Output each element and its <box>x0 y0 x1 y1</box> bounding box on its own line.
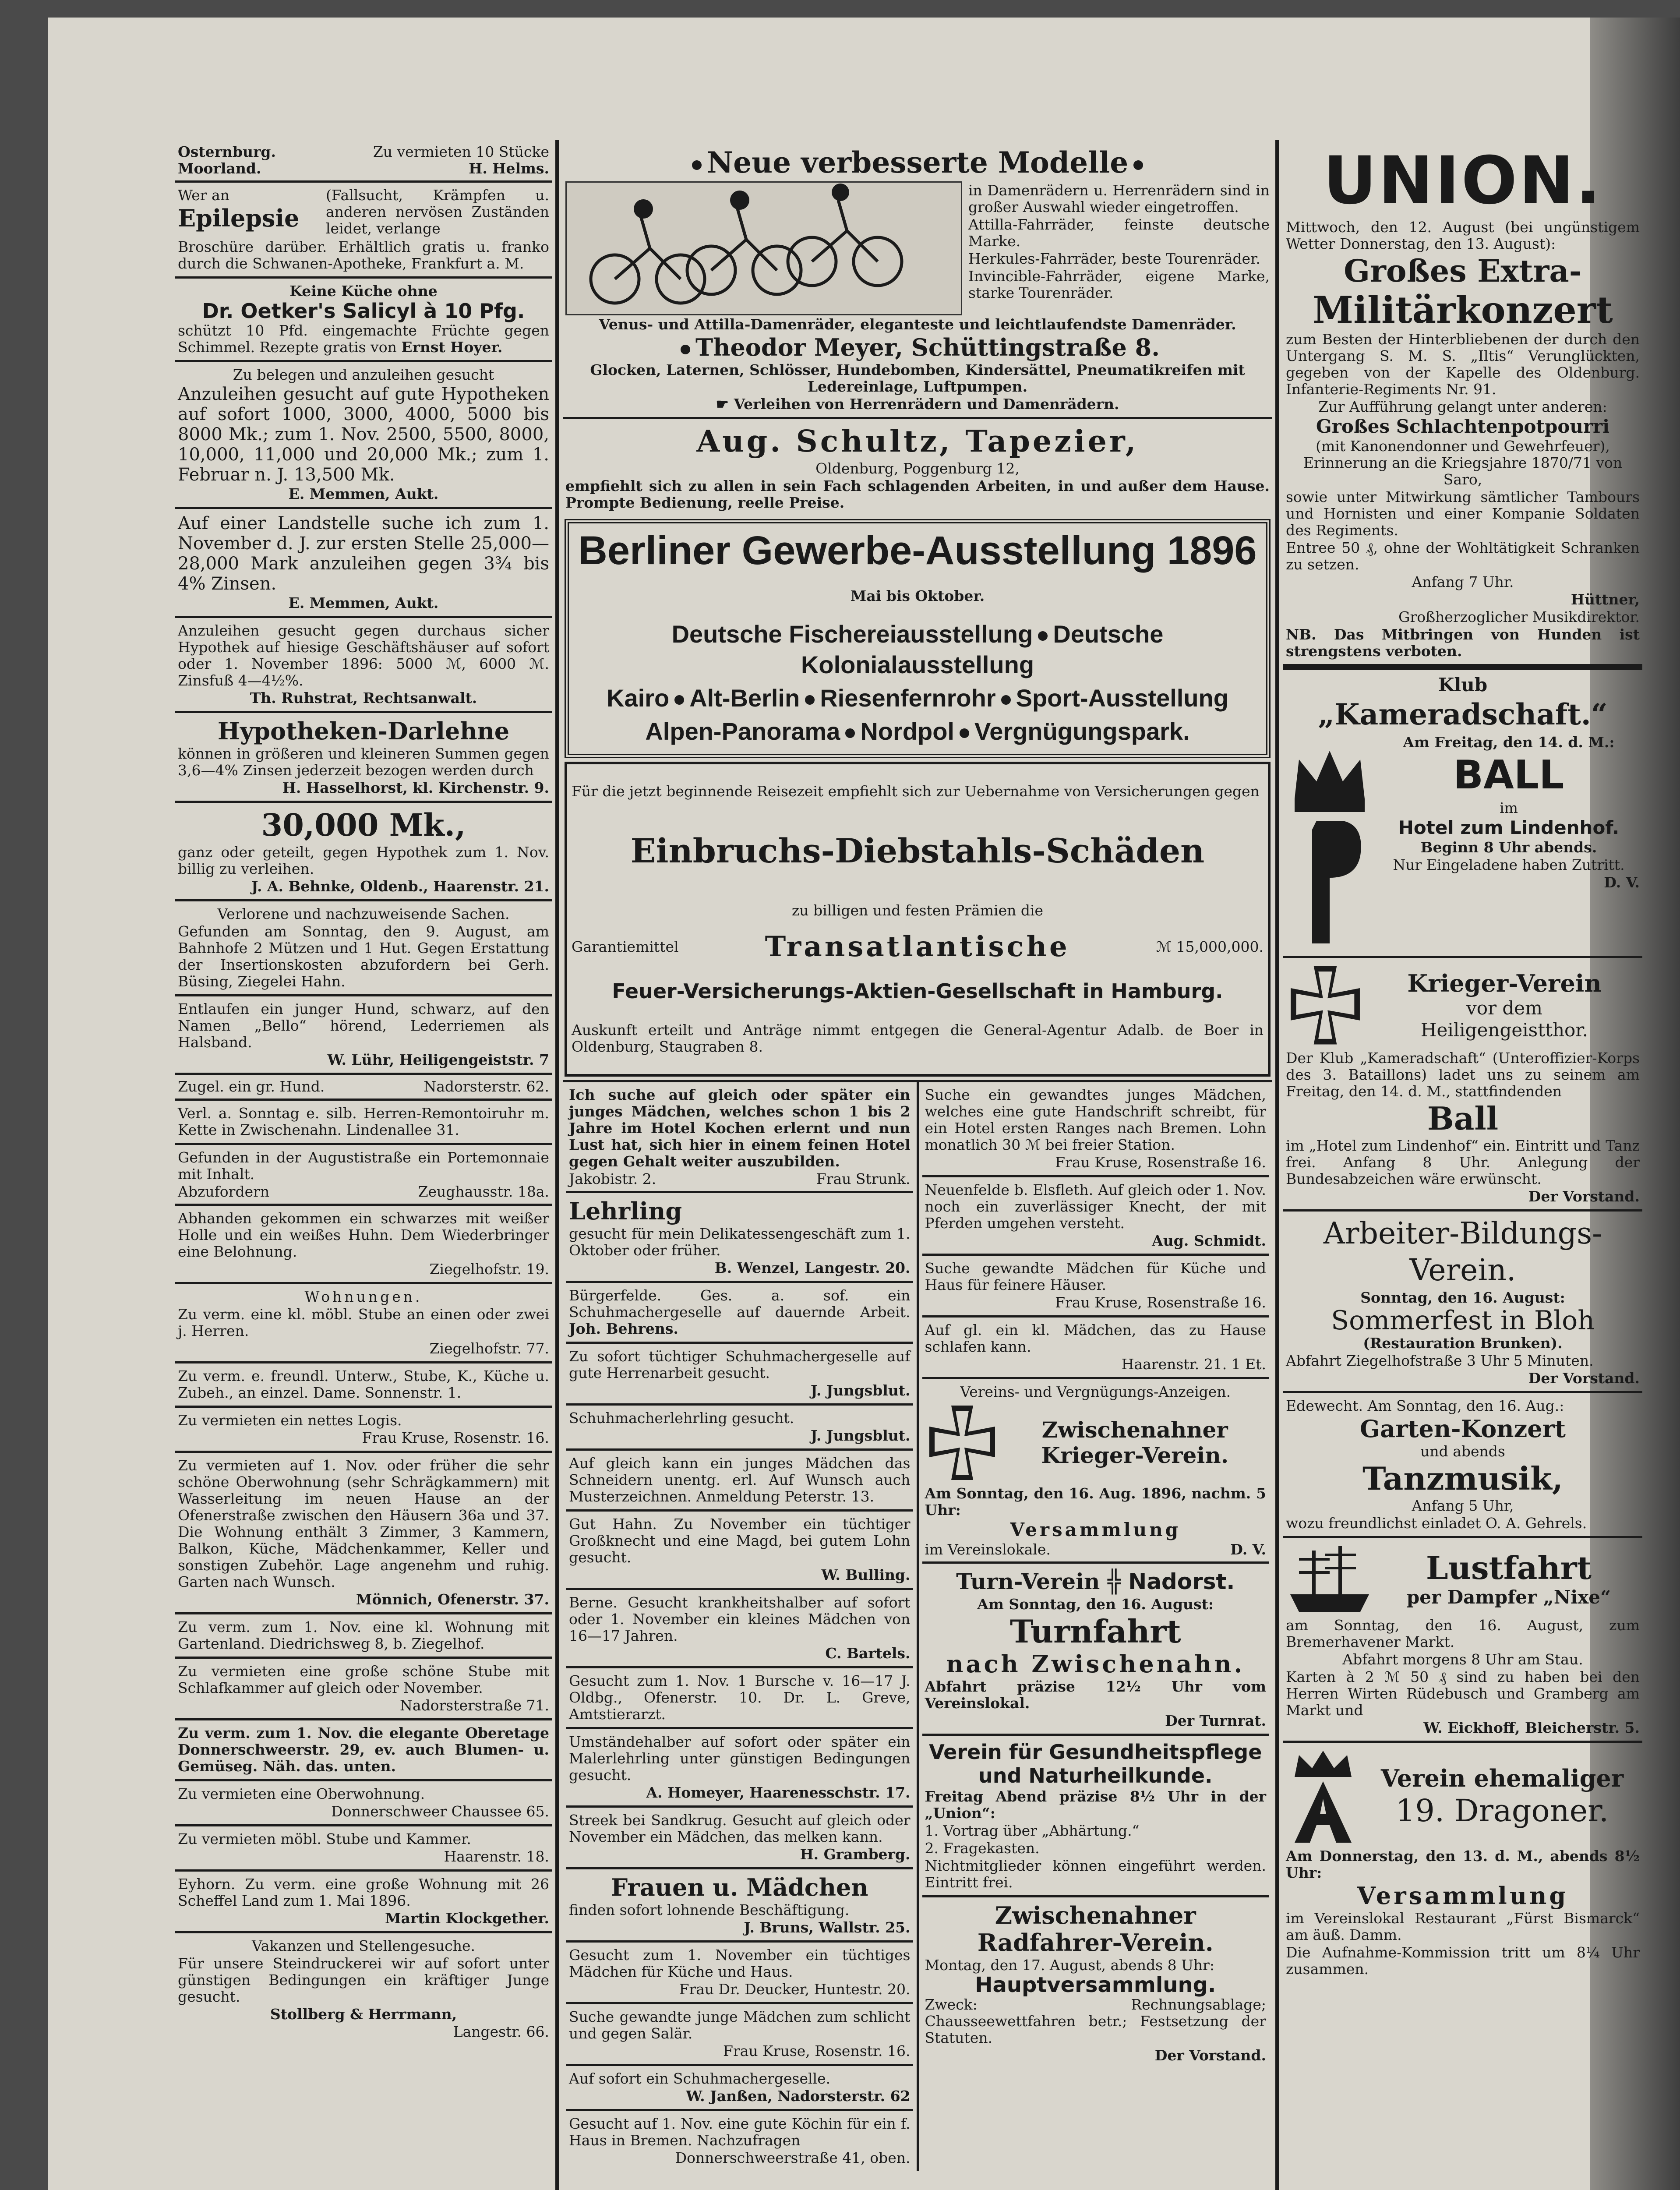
ad-heading: Sommerfest in Bloh <box>1331 1305 1595 1336</box>
ad-text: Bürgerfelde. Ges. a. sof. ein Schuhmachergeselle auf dauernde Arbeit. <box>569 1287 911 1321</box>
ad-text: Jakobistr. 2. <box>569 1170 656 1187</box>
ad-text: Für die jetzt beginnende Reisezeit empfiehlt sich zur Uebernahme von Versicherungen gegen <box>572 783 1260 800</box>
bullet-icon <box>692 160 702 170</box>
ad-logis <box>175 1408 552 1453</box>
ad-text: Zu vermieten auf 1. Nov. oder früher die sehr schöne Oberwohnung (sehr Schrägkammern) mit Wasserleitung im neuen Hause an der Ofenerstraße zwischen den Häusern 36a und 37. Die Wohnung enthält 3 Zimmer, 3 Kammern, Balkon, Küche, Mädchenkammer, Keller und sonstigen Zubehör. Lage angenehm und ruhig. Garten nach Wunsch. <box>178 1457 549 1590</box>
ad-text: Zur Aufführung gelangt unter anderen: <box>1318 398 1607 415</box>
ad-unterwohnung <box>175 1363 552 1408</box>
ad-signature: E. Memmen, Aukt. <box>288 485 439 502</box>
subcolumn-left <box>563 1082 919 2171</box>
ad-text: Auf sofort ein Schuhmachergeselle. <box>569 2070 831 2087</box>
ad-hotel-bremen <box>922 1082 1269 1177</box>
ad-text: Suche gewandte junge Mädchen zum schlicht und gegen Salär. <box>569 2008 911 2042</box>
ad-text: Abfahrt präzise 12½ Uhr vom Vereinslokal. <box>925 1678 1266 1712</box>
ad-text: Alpen-Panorama <box>645 717 840 745</box>
ad-text: können in größeren und kleineren Summen gegen 3,6—4% Zinsen jederzeit bezogen werden durch <box>178 745 549 779</box>
ad-text: Zu verm. eine kl. möbl. Stube an einen oder zwei j. Herren. <box>178 1306 549 1339</box>
subcolumn-right <box>919 1082 1273 2171</box>
ad-malerlehrling <box>566 1729 913 1808</box>
ad-zugelaufen <box>175 1075 552 1101</box>
ad-text: Deutsche Kolonialausstellung <box>801 620 1164 678</box>
ad-text: finden sofort lohnende Beschäftigung. <box>569 1901 850 1918</box>
ad-text: Am Donnerstag, den 13. d. M., abends 8½ Uhr: <box>1286 1847 1640 1881</box>
ad-text: Venus- und Attilla-Damenräder, eleganteste und leichtlaufendste Damenräder. <box>599 316 1236 333</box>
ad-uhr <box>175 1101 552 1145</box>
ad-heading: Feuer-Versicherungs-Aktien-Gesellschaft in Hamburg. <box>612 979 1223 1003</box>
ad-hund <box>175 996 552 1075</box>
ad-heading: 19. Dragoner. <box>1395 1793 1609 1829</box>
ad-text: Mai bis Oktober. <box>850 587 985 604</box>
ad-text: Auskunft erteilt und Anträge nimmt entgegen die General-Agentur Adalb. de Boer in Oldenburg, Staugraben 8. <box>572 1021 1264 1055</box>
ad-text: Zu vermieten ein nettes Logis. <box>178 1412 402 1429</box>
ad-text: Gesucht zum 1. November ein tüchtiges Mädchen für Küche und Haus. <box>569 1946 911 1980</box>
ad-text: Abzufordern <box>178 1183 270 1200</box>
ad-text: Frau Kruse, Rosenstr. 16. <box>362 1429 549 1446</box>
ad-signature: J. Bruns, Wallstr. 25. <box>744 1919 911 1936</box>
ad-text: in Damenrädern u. Herrenrädern sind in großer Auswahl wieder eingetroffen. <box>968 182 1270 215</box>
ad-huhn <box>175 1206 552 1284</box>
ad-text: Am Sonntag, den 16. August: <box>977 1596 1214 1613</box>
ad-heading: Theodor Meyer, Schüttingstraße 8. <box>695 333 1160 361</box>
ad-signature: J. A. Behnke, Oldenb., Haarenstr. 21. <box>251 878 549 895</box>
ad-heading: Dr. Oetker's Salicyl à 10 Pfg. <box>202 299 525 323</box>
ad-heading: Krieger-Verein <box>1407 969 1602 997</box>
iron-cross-icon <box>1286 961 1365 1049</box>
ad-text: Zu verm. e. freundl. Unterw., Stube, K., Küche u. Zubeh., an einzel. Dame. Sonnenstr. 1. <box>178 1367 549 1401</box>
iron-cross-icon <box>925 1401 999 1484</box>
bullet-icon <box>960 728 969 738</box>
ad-signature: W. Bulling. <box>821 1566 911 1583</box>
section-wohnungen <box>175 1284 552 1363</box>
ad-signature: Der Vorstand. <box>1528 1370 1640 1387</box>
pointing-hand-icon: ☛ <box>716 396 729 413</box>
ad-text: 2. Fragekasten. <box>925 1840 1040 1857</box>
ad-text: Suche ein gewandtes junges Mädchen, welches eine gute Handschrift schreibt, für ein Hotel ersten Ranges nach Bremen. Lohn monatlich 30 ℳ bei freier Station. <box>925 1086 1266 1153</box>
ad-signature: Martin Klockgether. <box>385 1910 549 1927</box>
ad-naturheilkunde <box>922 1736 1269 1897</box>
ad-text: Ich suche auf gleich oder später ein junges Mädchen, welches schon 1 bis 2 Jahre im Hotel Kochen erlernt und nun Lust hat, sich hier in einem feinen Hotel gegen Gehalt weiter auszubilden. <box>569 1086 911 1170</box>
middle-subcolumns <box>563 1080 1272 2171</box>
ad-signature: H. Gramberg. <box>800 1846 911 1863</box>
column-rule <box>555 140 559 2190</box>
crown-monogram-a-icon <box>1286 1746 1360 1847</box>
ad-heading: Transatlantische <box>765 930 1070 963</box>
ad-text: Zugel. ein gr. Hund. <box>178 1078 325 1095</box>
ad-gut-hahn <box>566 1512 913 1590</box>
ad-text: Schuhmacherlehrling gesucht. <box>569 1409 794 1427</box>
ad-text: Alt-Berlin <box>689 684 800 712</box>
ad-text: Auf gl. ein kl. Mädchen, das zu Hause schlafen kann. <box>925 1321 1266 1355</box>
ad-frauen-maedchen <box>566 1869 913 1943</box>
ad-darlehne <box>175 713 552 803</box>
section-vakanzen <box>175 1933 552 2045</box>
ad-text: Am Freitag, den 14. d. M.: <box>1403 734 1615 751</box>
bullet-icon <box>1038 631 1048 641</box>
ad-portemonnaie <box>175 1145 552 1206</box>
ad-text: Deutsche Fischereiausstellung <box>671 620 1033 648</box>
turner-cross-icon: ╬ <box>1107 1568 1121 1594</box>
ad-berne <box>566 1590 913 1668</box>
ad-text: ℳ 15,000,000. <box>1156 938 1264 955</box>
ad-text: Zu verm. zum 1. Nov. die elegante Oberetage Donnerschweerstr. 29, ev. auch Blumen- u. Gemüseg. Näh. das. unten. <box>178 1724 549 1775</box>
ad-deucker <box>566 1943 913 2004</box>
ad-text: und abends <box>1420 1443 1505 1460</box>
ad-text: (mit Kanonendonner und Gewehrfeuer), Erinnerung an die Kriegsjahre 1870/71 von Saro, <box>1303 438 1623 488</box>
ad-signature: W. Lühr, Heiligengeiststr. 7 <box>327 1051 549 1068</box>
ad-heading: Turn-Verein <box>956 1568 1100 1594</box>
ad-heading: nach Zwischenahn. <box>946 1650 1245 1678</box>
ad-text: Berne. Gesucht krankheitshalber auf sofort oder 1. November ein kleines Mädchen von 16—17 Jahren. <box>569 1594 911 1644</box>
ad-text: Donnerschweerstraße 41, oben. <box>675 2149 911 2166</box>
ad-text: Verl. a. Sonntag e. silb. Herren-Remontoiruhr m. Kette in Zwischenahn. Lindenallee 31. <box>178 1105 549 1138</box>
bullet-icon <box>1001 695 1011 705</box>
ad-text: Am Sonntag, den 16. Aug. 1896, nachm. 5 Uhr: <box>925 1485 1266 1519</box>
ad-heading: 30,000 Mk., <box>261 807 466 843</box>
ad-oberwohnung-chaussee <box>175 1781 552 1826</box>
ad-berliner-gewerbe <box>565 519 1271 758</box>
ad-text: Oldenburg, Poggenburg 12, <box>815 460 1020 477</box>
ad-arbeiter-bildungsverein <box>1283 1212 1642 1393</box>
ad-text: Auf einer Landstelle suche ich zum 1. November d. J. zur ersten Stelle 25,000—28,000 Mark anzuleihen gegen 3¾ bis 4% Zinsen. <box>178 513 549 594</box>
bullet-icon <box>805 695 815 705</box>
ad-text: Riesenfernrohr <box>820 684 996 712</box>
ad-heading: Klub <box>1438 674 1488 696</box>
ad-schuhmacher-jungsblut <box>566 1344 913 1406</box>
ad-text: Karten à 2 ℳ 50 ₰ sind zu haben bei den Herren Wirten Rüdebusch und Gramberg am Markt und <box>1286 1668 1640 1719</box>
ad-text: Osternburg. <box>178 143 276 160</box>
ad-ruhstrat <box>175 618 552 713</box>
ad-text: Ernst Hoyer. <box>401 339 503 356</box>
ad-text: Zweck: Rechnungsablage; Chausseewettfahren betr.; Festsetzung der Statuten. <box>925 1996 1266 2046</box>
ad-transatlantische <box>565 762 1271 1077</box>
ad-text: Anzuleihen gesucht auf gute Hypotheken auf sofort 1000, 3000, 4000, 5000 bis 8000 Mk.; zum 1. Nov. 2500, 5500, 8000, 10,000, 11,000 und 20,000 Mk.; zum 1. Februar n. J. 13,500 Mk. <box>178 384 549 485</box>
bullet-icon <box>681 345 690 354</box>
ad-signature: Der Vorstand. <box>1154 2047 1266 2064</box>
ad-text: Langestr. 66. <box>453 2023 549 2040</box>
ad-oetker <box>175 279 552 362</box>
ad-text: sowie unter Mitwirkung sämtlicher Tambours und Hornisten und einer Kompanie Soldaten des Regiments. <box>1286 488 1640 539</box>
ad-turnverein-nadorst <box>922 1564 1269 1736</box>
ad-heading: Versammlung <box>1357 1882 1569 1910</box>
section-verlorene <box>175 901 552 996</box>
ad-text: Sport-Ausstellung <box>1016 684 1228 712</box>
ad-landstelle <box>175 509 552 618</box>
ad-heading: Einbruchs-Diebstahls-Schäden <box>630 831 1205 870</box>
ad-text: Montag, den 17. August, abends 8 Uhr: <box>925 1957 1215 1974</box>
ad-text: Zu sofort tüchtiger Schuhmachergeselle auf gute Herrenarbeit gesucht. <box>569 1348 911 1381</box>
ad-text: zu billigen und festen Prämien die <box>791 902 1044 919</box>
ad-text: Frau Strunk. <box>816 1170 911 1187</box>
ad-text: zum Besten der Hinterbliebenen der durch den Untergang S. M. S. „Iltis“ Verunglückten, gegeben von der Kapelle des Oldenburg. Infanterie-Regiments Nr. 91. <box>1286 331 1640 398</box>
section-heading: Vereins- und Vergnügungs-Anzeigen. <box>960 1383 1231 1400</box>
bullet-icon <box>845 728 855 738</box>
ad-text: Haarenstr. 18. <box>444 1848 549 1865</box>
ad-text: Eyhorn. Zu verm. eine große Wohnung mit 26 Scheffel Land zum 1. Mai 1896. <box>178 1876 549 1909</box>
ad-koechin <box>566 2111 913 2171</box>
ad-text: Gefunden am Sonntag, den 9. August, am Bahnhofe 2 Mützen und 1 Hut. Gegen Erstattung der Insertionskosten abzufordern bei Gerh. Büsing, Ziegelei Hahn. <box>178 923 549 990</box>
ad-janssen <box>566 2066 913 2111</box>
ad-heading: Großes Schlachtenpotpourri <box>1316 416 1610 437</box>
ad-text: Zu vermieten 10 Stücke <box>373 143 549 160</box>
ad-text: Nordpol <box>860 717 954 745</box>
ad-text: Attilla-Fahrräder, feinste deutsche Marke. <box>968 216 1270 250</box>
ad-text: Der Klub „Kameradschaft“ (Unteroffizier-Korps des 3. Bataillons) ladet uns zu seinem am Freitag, den 14. d. M., stattfindenden <box>1286 1049 1640 1100</box>
ad-heading: Neue verbesserte Modelle <box>706 145 1129 180</box>
ad-schneidern <box>566 1451 913 1512</box>
ad-text: Sonntag, den 16. August: <box>1360 1289 1565 1306</box>
ad-lehrling <box>566 1193 913 1283</box>
ad-text: im <box>1500 799 1518 816</box>
ad-heading: Berliner Gewerbe-Ausstellung 1896 <box>578 528 1257 573</box>
ad-text: Verleihen von Herrenrädern und Damenrädern. <box>734 396 1119 413</box>
ad-text: 1. Vortrag über „Abhärtung.“ <box>925 1822 1140 1839</box>
ad-text: Für unsere Steindruckerei wir auf sofort unter günstigen Bedingungen ein kräftiger Junge gesucht. <box>178 1955 549 2005</box>
ad-signature: B. Wenzel, Langestr. 20. <box>714 1259 911 1276</box>
ad-text: Nichtmitglieder können eingeführt werden. Eintritt frei. <box>925 1857 1266 1891</box>
ad-text: Gut Hahn. Zu November ein tüchtiger Großknecht und eine Magd, bei gutem Lohn gesucht. <box>569 1515 911 1566</box>
ad-signature: W. Janßen, Nadorsterstr. 62 <box>686 2088 911 2105</box>
ad-neuenfelde <box>922 1177 1269 1256</box>
steamship-icon <box>1286 1542 1373 1616</box>
ad-text: Zu vermieten eine Oberwohnung. <box>178 1785 425 1802</box>
ad-schuhmacherlehrling <box>566 1406 913 1451</box>
ad-text: Keine Küche ohne <box>289 283 438 300</box>
section-heading: Verlorene und nachzuweisende Sachen. <box>217 905 510 922</box>
ad-text: Edewecht. Am Sonntag, den 16. Aug.: <box>1286 1397 1564 1414</box>
ad-text: Frau Dr. Deucker, Huntestr. 20. <box>679 1981 911 1998</box>
ad-oberetage <box>175 1720 552 1781</box>
ad-heading: Lustfahrt <box>1426 1549 1592 1586</box>
ad-signature: J. Jungsblut. <box>810 1382 911 1399</box>
ad-lustfahrt <box>1283 1538 1642 1743</box>
ad-text: Frau Kruse, Rosenstraße 16. <box>1055 1294 1266 1311</box>
ad-text: Zu vermieten eine große schöne Stube mit Schlafkammer auf gleich oder November. <box>178 1663 549 1696</box>
ad-text: Zeughausstr. 18a. <box>418 1183 549 1200</box>
ad-gartenland <box>175 1614 552 1659</box>
ad-text: Zu vermieten möbl. Stube und Kammer. <box>178 1830 471 1847</box>
ad-kruse-salaer <box>566 2004 913 2066</box>
ad-heading: Verein für Gesundheitspflege und Naturheilkunde. <box>929 1740 1262 1787</box>
ad-text: wozu freundlichst einladet O. A. Gehrels. <box>1286 1515 1587 1532</box>
ad-signature: Mönnich, Ofenerstr. 37. <box>356 1591 549 1608</box>
ad-text: Freitag Abend präzise 8½ Uhr in der „Union“: <box>925 1788 1266 1822</box>
ad-heading: Versammlung <box>1010 1519 1181 1540</box>
ad-heading: Zwischenahner Krieger-Verein. <box>1041 1417 1229 1468</box>
ad-text: NB. Das Mitbringen von Hunden ist strengstens verboten. <box>1286 626 1640 660</box>
ad-text: Gesucht auf 1. Nov. eine gute Köchin für ein f. Haus in Bremen. Nachzufragen <box>569 2115 911 2149</box>
ad-text: im „Hotel zum Lindenhof“ ein. Eintritt und Tanz frei. Anfang 8 Uhr. Anlegung der Bundesabzeichen wäre erwünscht. <box>1286 1137 1640 1187</box>
ad-heading: per Dampfer „Nixe“ <box>1406 1586 1611 1608</box>
ad-signature: E. Memmen, Aukt. <box>288 594 439 611</box>
ad-heading: Hypotheken-Darlehne <box>217 717 510 745</box>
ad-heading: UNION. <box>1323 143 1602 219</box>
ad-union <box>1283 140 1642 670</box>
ad-text: Anzuleihen gesucht gegen durchaus sicher Hypothek auf hiesige Geschäftshäuser auf sofort oder 1. November 1896: 5000 ℳ, 6000 ℳ. Zinsfuß 4—4½%. <box>178 622 549 689</box>
ad-dragoner <box>1283 1743 1642 1982</box>
ad-heading: Zwischenahner Radfahrer-Verein. <box>977 1901 1214 1957</box>
ad-text: Vergnügungspark. <box>974 717 1190 745</box>
ad-heading: Verein. <box>1409 1253 1516 1288</box>
ad-text: Frau Kruse, Rosenstraße 16. <box>1055 1154 1266 1171</box>
column-left <box>175 140 552 2045</box>
ad-text: Ziegelhofstr. 77. <box>429 1340 549 1357</box>
ad-kameradschaft <box>1283 670 1642 958</box>
ad-signature: Der Turnrat. <box>1165 1712 1266 1729</box>
ad-text: Umständehalber auf sofort oder später ein Malerlehrling unter günstigen Bedingungen gesucht. <box>569 1733 911 1784</box>
ad-heading: Epilepsie <box>178 204 300 232</box>
ad-text: Kairo <box>607 684 670 712</box>
ad-edewecht <box>1283 1393 1642 1538</box>
ad-text: vor dem <box>1466 997 1542 1019</box>
ad-signature: C. Bartels. <box>825 1645 911 1662</box>
ad-signature: Hüttner, <box>1571 591 1640 608</box>
ad-text: Entree 50 ₰, ohne der Wohltätigkeit Schranken zu setzen. <box>1286 539 1640 573</box>
ad-text: Beginn 8 Uhr abends. <box>1420 839 1597 856</box>
ad-heading: Großes Extra- <box>1344 253 1582 289</box>
ad-heading: Turnfahrt <box>1009 1613 1181 1650</box>
ad-text: Garantiemittel <box>572 938 679 955</box>
ad-text: Nadorsterstr. 62. <box>424 1078 549 1095</box>
ad-text: Suche gewandte Mädchen für Küche und Haus für feinere Häuser. <box>925 1260 1266 1293</box>
ad-heading: Militärkonzert <box>1313 288 1613 332</box>
ad-signature: Th. Ruhstrat, Rechtsanwalt. <box>250 689 477 706</box>
ad-heading: Hauptversammlung. <box>975 1973 1216 1997</box>
ad-text: gesucht für mein Delikatessengeschäft zum 1. Oktober oder früher. <box>569 1225 911 1259</box>
bullet-icon <box>674 695 684 705</box>
ad-text: Invincible-Fahrräder, eigene Marke, starke Tourenräder. <box>968 268 1270 301</box>
section-heading: Wohnungen. <box>304 1288 423 1305</box>
ad-heading: Heiligengeistthor. <box>1420 1019 1588 1041</box>
ad-kruse-haeuser <box>922 1256 1269 1318</box>
ad-30000 <box>175 803 552 901</box>
ad-text: Die Aufnahme-Kommission tritt um 8¼ Uhr zusammen. <box>1286 1944 1640 1978</box>
ad-text: Wer an <box>178 187 229 204</box>
ad-text: schützt 10 Pfd. eingemachte Früchte gegen Schimmel. Rezepte gratis von <box>178 322 549 356</box>
cyclists-illustration <box>565 181 962 315</box>
ad-signature: Der Vorstand. <box>1528 1188 1640 1205</box>
ad-heading: Garten-Konzert <box>1360 1415 1566 1443</box>
ad-osternburg <box>175 140 552 183</box>
ad-text: Auf gleich kann ein junges Mädchen das Schneidern unentg. erl. Auf Wunsch auch Musterzeichnen. Anmeldung Peterstr. 13. <box>569 1455 911 1505</box>
ad-text: (Fallsucht, Krämpfen u. anderen nervösen Zuständen leidet, verlange <box>326 187 549 237</box>
ad-heading: Frauen u. Mädchen <box>611 1873 868 1901</box>
column-middle <box>563 140 1272 2171</box>
ad-radfahrer <box>922 1897 1269 2068</box>
ad-text: im Vereinslokale. <box>925 1541 1051 1558</box>
ad-signature: Stollberg & Herrmann, <box>270 2006 457 2023</box>
ad-text: Neuenfelde b. Elsfleth. Auf gleich oder 1. Nov. noch ein zuverlässiger Knecht, der mit Pferden umgehen versteht. <box>925 1181 1266 1232</box>
ad-text: Zu verm. zum 1. Nov. eine kl. Wohnung mit Gartenland. Diedrichsweg 8, b. Ziegelhof. <box>178 1618 549 1652</box>
ad-text: Streek bei Sandkrug. Gesucht auf gleich oder November ein Mädchen, das melken kann. <box>569 1812 911 1845</box>
ad-text: Anfang 5 Uhr, <box>1412 1497 1514 1514</box>
ad-text: Haarenstr. 21. 1 Et. <box>1121 1356 1266 1373</box>
ad-text: Abfahrt Ziegelhofstraße 3 Uhr 5 Minuten. <box>1286 1352 1594 1369</box>
ad-signature: Aug. Schmidt. <box>1152 1232 1266 1249</box>
ad-text: Anfang 7 Uhr. <box>1412 573 1514 590</box>
ad-heading: Arbeiter-Bildungs- <box>1323 1216 1602 1251</box>
ad-text: Ziegelhofstr. 19. <box>429 1261 549 1278</box>
ad-schlafkammer <box>175 1659 552 1720</box>
ad-text: Mittwoch, den 12. August (bei ungünstigem Wetter Donnerstag, den 13. August): <box>1286 219 1640 252</box>
ad-hypothek-memmen <box>175 362 552 509</box>
ad-text: Abhanden gekommen ein schwarzes mit weißer Holle und ein weißes Huhn. Dem Wiederbringer eine Belohnung. <box>178 1210 549 1260</box>
ad-bursche <box>566 1668 913 1729</box>
ad-signature: Joh. Behrens. <box>569 1320 678 1337</box>
ad-signature: W. Eickhoff, Bleicherstr. 5. <box>1423 1719 1640 1736</box>
ad-signature: D. V. <box>1230 1541 1266 1558</box>
crown-monogram-icon <box>1286 733 1373 952</box>
ad-heading: Ball <box>1427 1100 1499 1137</box>
ad-text: Nadorsterstraße 71. <box>399 1697 549 1714</box>
ad-text: (Restauration Brunken). <box>1363 1335 1563 1352</box>
ad-heading: Lehrling <box>569 1197 682 1225</box>
bullet-icon <box>1133 160 1143 170</box>
ad-text: Gesucht zum 1. Nov. 1 Bursche v. 16—17 J. Oldbg., Ofenerstr. 10. Dr. L. Greve, Amtstierarzt. <box>569 1672 911 1723</box>
ad-text: Gefunden in der Augustistraße ein Portemonnaie mit Inhalt. <box>178 1149 549 1183</box>
ad-text: ganz oder geteilt, gegen Hypothek zum 1. Nov. billig zu verleihen. <box>178 844 549 877</box>
ad-text: Entlaufen ein junger Hund, schwarz, auf den Namen „Bello“ hörend, Lederriemen als Halsband. <box>178 1000 549 1051</box>
ad-heading: Aug. Schultz, Tapezier, <box>696 424 1139 459</box>
ad-heading: „Kameradschaft.“ <box>1318 697 1608 731</box>
ad-text: Frau Kruse, Rosenstr. 16. <box>723 2042 911 2059</box>
ad-heading: BALL <box>1453 752 1564 798</box>
ad-epilepsie <box>175 183 552 279</box>
ad-text: im Vereinslokal Restaurant „Fürst Bismarck“ am äuß. Damm. <box>1286 1910 1640 1943</box>
ad-text: Moorland. <box>178 160 261 177</box>
ad-text: Herkules-Fahrräder, beste Tourenräder. <box>968 250 1260 267</box>
ad-heading: Nadorst. <box>1128 1569 1235 1594</box>
ad-schultz <box>563 419 1272 516</box>
ad-signature: D. V. <box>1604 874 1640 891</box>
ad-text: am Sonntag, den 16. August, zum Bremerhavener Markt. <box>1286 1617 1640 1650</box>
ad-text: H. Helms. <box>469 160 549 177</box>
ad-fahrraeder <box>563 140 1272 419</box>
ad-text: Nur Eingeladene haben Zutritt. <box>1393 856 1625 873</box>
ad-heading: Tanzmusik, <box>1362 1460 1563 1497</box>
ad-oberwohnung-ofener <box>175 1453 552 1614</box>
ad-text: Broschüre darüber. Erhältlich gratis u. franko durch die Schwanen-Apotheke, Frankfurt a. M. <box>178 238 549 272</box>
ad-signature: J. Jungsblut. <box>810 1427 911 1444</box>
ad-text: Donnerschweer Chaussee 65. <box>331 1803 549 1820</box>
ad-krieger-verein <box>1283 958 1642 1212</box>
ad-schuhmacher-behrens <box>566 1283 913 1344</box>
ad-text: Zu belegen und anzuleihen gesucht <box>233 366 494 383</box>
ad-heading: Verein ehemaliger <box>1380 1764 1624 1792</box>
section-heading: Vakanzen und Stellengesuche. <box>251 1937 476 1954</box>
column-rule <box>1275 140 1279 2190</box>
column-right <box>1283 140 1642 1982</box>
ad-text: Glocken, Laternen, Schlösser, Hundebomben, Kindersättel, Pneumatikreifen mit Ledereinlage, Luftpumpen. <box>590 361 1245 395</box>
ad-streek <box>566 1808 913 1869</box>
ad-signature: H. Hasselhorst, kl. Kirchenstr. 9. <box>282 779 549 796</box>
ad-text: empfiehlt sich zu allen in sein Fach schlagenden Arbeiten, in und außer dem Hause. Prompte Bedienung, reelle Preise. <box>565 477 1270 511</box>
ad-text: Abfahrt morgens 8 Uhr am Stau. <box>1342 1651 1583 1668</box>
ad-moebl-stube <box>175 1826 552 1872</box>
ad-signature: A. Homeyer, Haarenesschstr. 17. <box>646 1784 911 1801</box>
ad-krieger-zwischenahn <box>922 1379 1269 1564</box>
ad-text: Großherzoglicher Musikdirektor. <box>1398 608 1640 625</box>
ad-hotel-maedchen <box>566 1082 913 1193</box>
ad-heading: Hotel zum Lindenhof. <box>1398 817 1620 838</box>
ad-kl-maedchen <box>922 1318 1269 1379</box>
ad-eyhorn <box>175 1872 552 1933</box>
